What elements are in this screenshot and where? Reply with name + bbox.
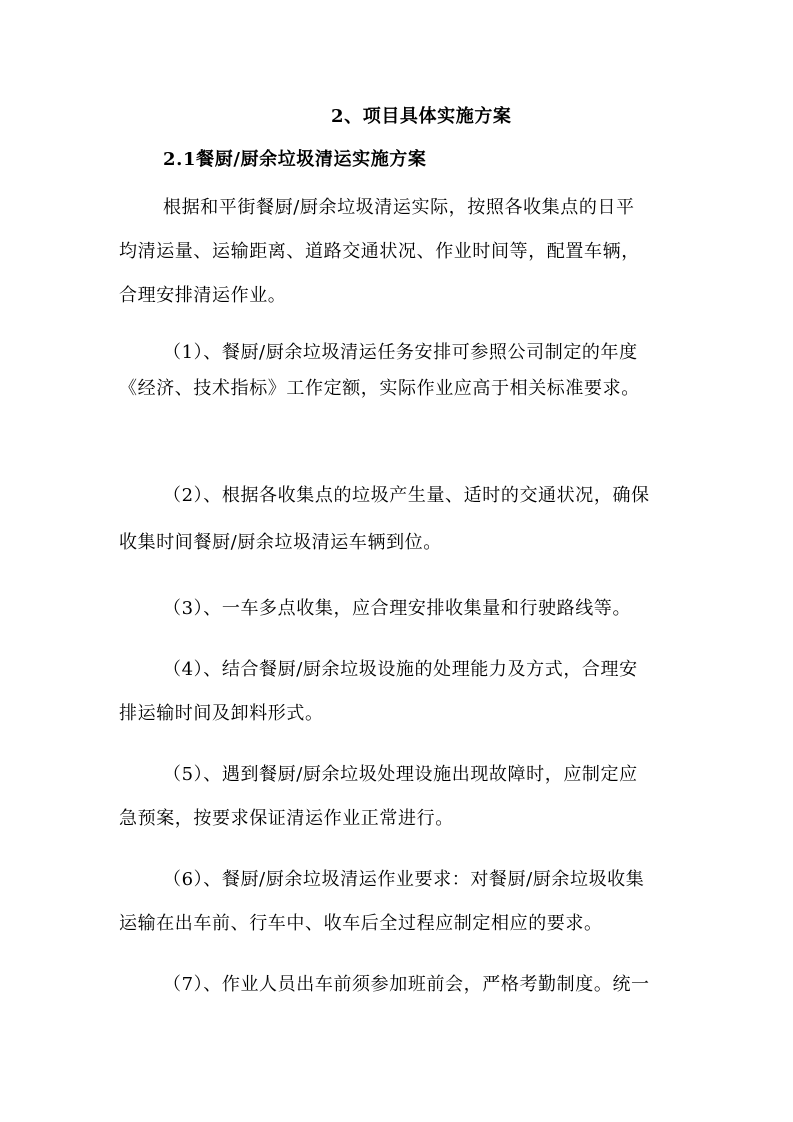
subsection-title: 2.1餐厨/厨余垃圾清运实施方案 (163, 149, 427, 170)
paragraph-line: （3）、一车多点收集，应合理安排收集量和行驶路线等。 (163, 598, 632, 619)
paragraph-line: 根据和平街餐厨/厨余垃圾清运实际，按照各收集点的日平 (163, 197, 635, 218)
paragraph-line: （7）、作业人员出车前须参加班前会，严格考勤制度。统一 (163, 974, 650, 995)
paragraph-line: （2）、根据各收集点的垃圾产生量、适时的交通状况，确保 (163, 485, 650, 506)
paragraph-line: （1）、餐厨/厨余垃圾清运任务安排可参照公司制定的年度 (163, 342, 638, 363)
paragraph-line: 收集时间餐厨/厨余垃圾清运车辆到位。 (119, 532, 442, 553)
paragraph-line: 《经济、技术指标》工作定额，实际作业应高于相关标准要求。 (119, 378, 640, 399)
paragraph-line: 排运输时间及卸料形式。 (119, 703, 324, 724)
paragraph-line: 运输在出车前、行车中、收车后全过程应制定相应的要求。 (119, 913, 603, 934)
paragraph-line: 急预案，按要求保证清运作业正常进行。 (119, 808, 454, 829)
section-title: 2、项目具体实施方案 (331, 106, 512, 127)
paragraph-line: （4）、结合餐厨/厨余垃圾设施的处理能力及方式，合理安 (163, 659, 638, 680)
paragraph-line: （6）、餐厨/厨余垃圾清运作业要求：对餐厨/厨余垃圾收集 (163, 869, 645, 890)
paragraph-line: 合理安排清运作业。 (119, 285, 287, 306)
paragraph-line: （5）、遇到餐厨/厨余垃圾处理设施出现故障时，应制定应 (163, 764, 638, 785)
paragraph-line: 均清运量、运输距离、道路交通状况、作业时间等，配置车辆， (119, 241, 640, 262)
